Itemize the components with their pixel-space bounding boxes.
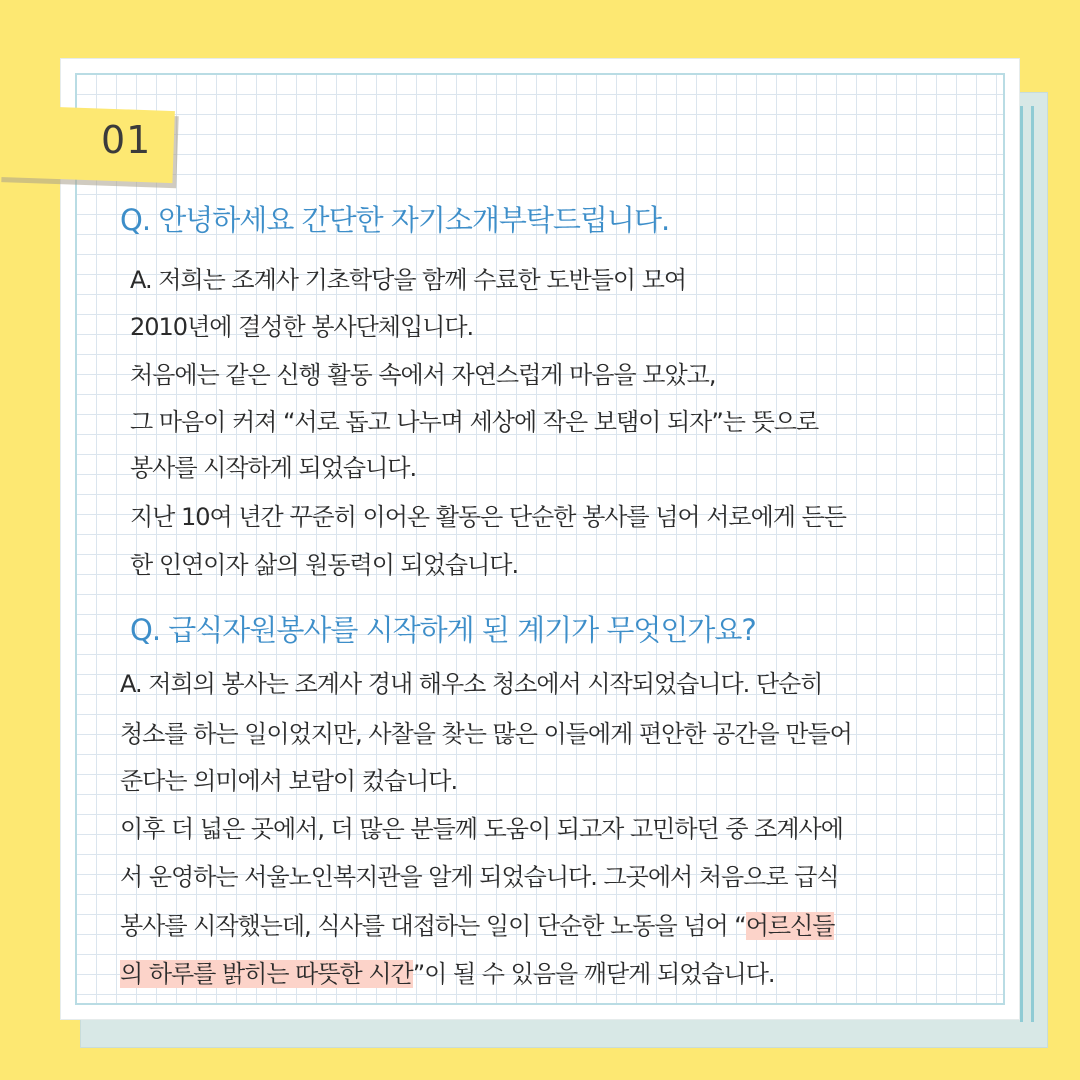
- question-number: 01: [101, 118, 152, 162]
- answer-1-line: A. 저희는 조계사 기초학당을 함께 수료한 도반들이 모여: [130, 266, 687, 294]
- answer-2-line: [120, 909, 834, 943]
- answer-2-line: 이후 더 넓은 곳에서, 더 많은 분들께 도움이 되고자 고민하던 중 조계사에: [120, 815, 843, 843]
- answer-2-line: 준다는 의미에서 보람이 컸습니다.: [120, 767, 458, 795]
- answer-2-line: A. 저희의 봉사는 조계사 경내 해우소 청소에서 시작되었습니다. 단순히: [120, 670, 823, 698]
- answer-2-line: 서 운영하는 서울노인복지관을 알게 되었습니다. 그곳에서 처음으로 급식: [120, 863, 839, 891]
- question-1: Q. 안녕하세요 간단한 자기소개부탁드립니다.: [120, 203, 670, 237]
- question-2: Q. 급식자원봉사를 시작하게 된 계기가 무엇인가요?: [130, 613, 756, 647]
- answer-2-line: [120, 957, 775, 991]
- answer-1-line: 한 인연이자 삶의 원동력이 되었습니다.: [130, 551, 519, 579]
- answer-1-line: 처음에는 같은 신행 활동 속에서 자연스럽게 마음을 모았고,: [130, 361, 716, 389]
- answer-1-line: 2010년에 결성한 봉사단체입니다.: [130, 313, 474, 341]
- answer-1-line: 그 마음이 커져 “서로 돕고 나누며 세상에 작은 보탬이 되자”는 뜻으로: [130, 408, 819, 436]
- answer-2-line: 청소를 하는 일이었지만, 사찰을 찾는 많은 이들에게 편안한 공간을 만들어: [120, 720, 852, 748]
- highlighted-phrase: 의 하루를 밝히는 따뜻한 시간: [120, 960, 413, 988]
- answer-1-line: 봉사를 시작하게 되었습니다.: [130, 454, 417, 482]
- decorative-side-lines: [1020, 106, 1034, 1022]
- answer-2-text: 봉사를 시작했는데, 식사를 대접하는 일이 단순한 노동을 넘어 “: [120, 912, 746, 940]
- highlighted-phrase: 어르신들: [745, 912, 835, 940]
- answer-2-text: ”이 될 수 있음을 깨닫게 되었습니다.: [412, 960, 775, 988]
- answer-1-line: 지난 10여 년간 꾸준히 이어온 활동은 단순한 봉사를 넘어 서로에게 든든: [130, 503, 846, 531]
